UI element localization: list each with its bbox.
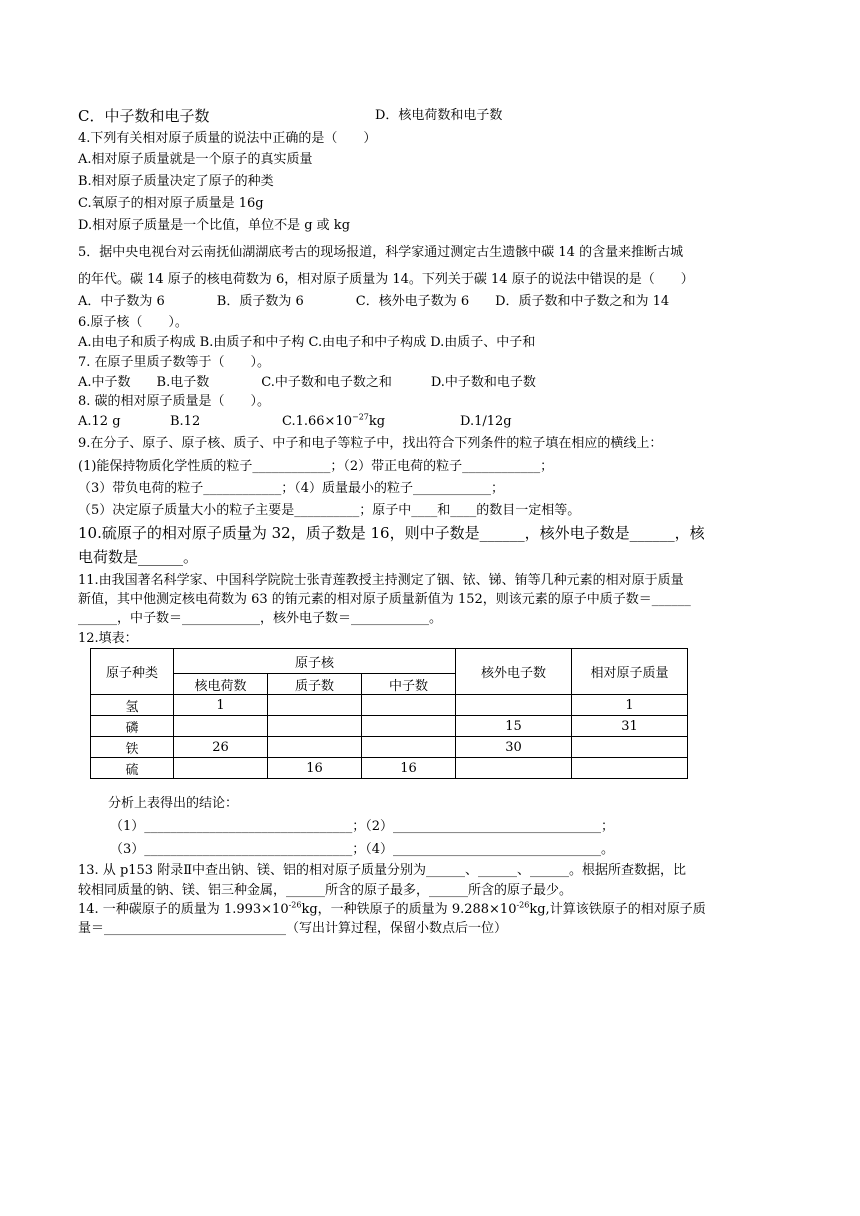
cell-neutron bbox=[362, 716, 456, 737]
q4-option-a: A.相对原子质量就是一个原子的真实质量 bbox=[78, 152, 313, 167]
q13-line2: 较相同质量的钠、镁、铝三种金属，______所含的原子最多，______所含的原子最少。 bbox=[78, 883, 573, 898]
q5-options: A．中子数为 6 B．质子数为 6 C．核外电子数为 6 D．质子数和中子数之和为 14 bbox=[78, 294, 670, 309]
q8-option-d: D.1/12g bbox=[460, 414, 512, 429]
table-row bbox=[91, 758, 688, 779]
q7-question: 7. 在原子里质子数等于（ ）。 bbox=[78, 355, 271, 370]
q3-option-c: C．中子数和电子数 bbox=[78, 107, 210, 125]
cell-charge: 26 bbox=[174, 737, 268, 758]
cell-electron: 15 bbox=[456, 716, 572, 737]
table-row bbox=[91, 695, 688, 716]
cell-proton bbox=[268, 716, 362, 737]
cell-neutron bbox=[362, 695, 456, 716]
cell-electron: 30 bbox=[456, 737, 572, 758]
q3-option-d: D．核电荷数和电子数 bbox=[375, 108, 503, 123]
cell-name: 硫 bbox=[91, 758, 174, 779]
q6-question: 6.原子核（ ）。 bbox=[78, 315, 188, 330]
q9-blanks-2: （3）带负电荷的粒子____________；（4）质量最小的粒子____________； bbox=[78, 481, 505, 496]
q5-question-line2: 的年代。碳 14 原子的核电荷数为 6，相对原子质量为 14。下列关于碳 14 原子的说法中错误的是（ ） bbox=[78, 272, 694, 287]
cell-name: 氢 bbox=[91, 695, 174, 716]
cell-charge bbox=[174, 758, 268, 779]
q4-option-d: D.相对原子质量是一个比值，单位不是 g 或 kg bbox=[78, 218, 351, 233]
q10-line2: 电荷数是______。 bbox=[78, 548, 199, 566]
q8-option-c: $C.1.66\times 10^{-27}kg$ bbox=[282, 412, 386, 429]
cell-name: 铁 bbox=[91, 737, 174, 758]
cell-neutron: 16 bbox=[362, 758, 456, 779]
cell-mass: 31 bbox=[572, 716, 688, 737]
q9-blanks-3: （5）决定原子质量大小的粒子主要是__________；原子中____和____的数目一定相等。 bbox=[78, 503, 581, 518]
header-neutron-count: 中子数 bbox=[362, 674, 456, 695]
q7-options: A.中子数 B.电子数 C.中子数和电子数之和 D.中子数和电子数 bbox=[78, 375, 536, 390]
cell-proton: 16 bbox=[268, 758, 362, 779]
conclusion-blanks-2: （3）________________________________；（4）________________________________。 bbox=[110, 842, 615, 857]
q8-question: 8. 碳的相对原子质量是（ ）。 bbox=[78, 394, 271, 409]
cell-electron bbox=[456, 695, 572, 716]
header-electron-count: 核外电子数 bbox=[456, 649, 572, 695]
q14-line1: 14. 一种碳原子的质量为 $1.993\times 10^{-26}kg$，一种铁原子的质量为 $9.288\times 10^{-26}kg$,计算该铁原子的相对原子质 bbox=[78, 900, 706, 917]
q6-options: A.由电子和质子构成 B.由质子和中子构 C.由电子和中子构成 D.由质子、中子和 bbox=[78, 335, 536, 350]
q9-question: 9.在分子、原子、原子核、质子、中子和电子等粒子中，找出符合下列条件的粒子填在相应的横线上： bbox=[78, 436, 663, 451]
q11-line3: ______，中子数＝____________，核外电子数＝____________。 bbox=[78, 611, 443, 626]
cell-charge bbox=[174, 716, 268, 737]
cell-proton bbox=[268, 695, 362, 716]
cell-neutron bbox=[362, 737, 456, 758]
q14-line2: 量＝____________________________（写出计算过程，保留小数点后一位） bbox=[78, 921, 508, 936]
q13-line1: 13. 从 p153 附录Ⅱ中查出钠、镁、铝的相对原子质量分别为______、______、______。根据所查数据，比 bbox=[78, 863, 687, 878]
q10-line1: 10.硫原子的相对原子质量为 32，质子数是 16，则中子数是______，核外电子数是______，核 bbox=[78, 524, 705, 542]
q4-option-c: C.氧原子的相对原子质量是 16g bbox=[78, 196, 264, 211]
cell-mass bbox=[572, 737, 688, 758]
cell-charge: 1 bbox=[174, 695, 268, 716]
atom-table bbox=[90, 648, 688, 779]
q8-option-a: A.12 g bbox=[78, 414, 121, 429]
q5-question-line1: 5．据中央电视台对云南抚仙湖湖底考古的现场报道，科学家通过测定古生遗骸中碳 14 的含量来推断古城 bbox=[78, 245, 684, 260]
cell-mass: 1 bbox=[572, 695, 688, 716]
header-atom-type: 原子种类 bbox=[91, 649, 174, 695]
q11-line1: 11.由我国著名科学家、中国科学院院士张青莲教授主持测定了铟、铱、锑、铕等几种元素的相对原于质量 bbox=[78, 573, 684, 588]
q12-label: 12.填表： bbox=[78, 631, 138, 646]
q11-line2: 新值，其中他测定核电荷数为 63 的铕元素的相对原子质量新值为 152，则该元素的原子中质子数＝______ bbox=[78, 592, 691, 607]
cell-mass bbox=[572, 758, 688, 779]
header-nucleus: 原子核 bbox=[174, 649, 456, 674]
table-row bbox=[91, 737, 688, 758]
header-proton-count: 质子数 bbox=[268, 674, 362, 695]
header-relative-mass: 相对原子质量 bbox=[572, 649, 688, 695]
q9-blanks-1: (1)能保持物质化学性质的粒子____________；（2）带正电荷的粒子____________； bbox=[78, 459, 554, 474]
analysis-label: 分析上表得出的结论： bbox=[108, 796, 239, 811]
q8-option-b: B.12 bbox=[170, 414, 201, 429]
table-row bbox=[91, 716, 688, 737]
cell-electron bbox=[456, 758, 572, 779]
cell-proton bbox=[268, 737, 362, 758]
header-nuclear-charge: 核电荷数 bbox=[174, 674, 268, 695]
cell-name: 磷 bbox=[91, 716, 174, 737]
conclusion-blanks-1: （1）________________________________；（2）________________________________； bbox=[110, 819, 615, 834]
q4-question: 4.下列有关相对原子质量的说法中正确的是（ ） bbox=[78, 131, 377, 146]
q4-option-b: B.相对原子质量决定了原子的种类 bbox=[78, 174, 274, 189]
